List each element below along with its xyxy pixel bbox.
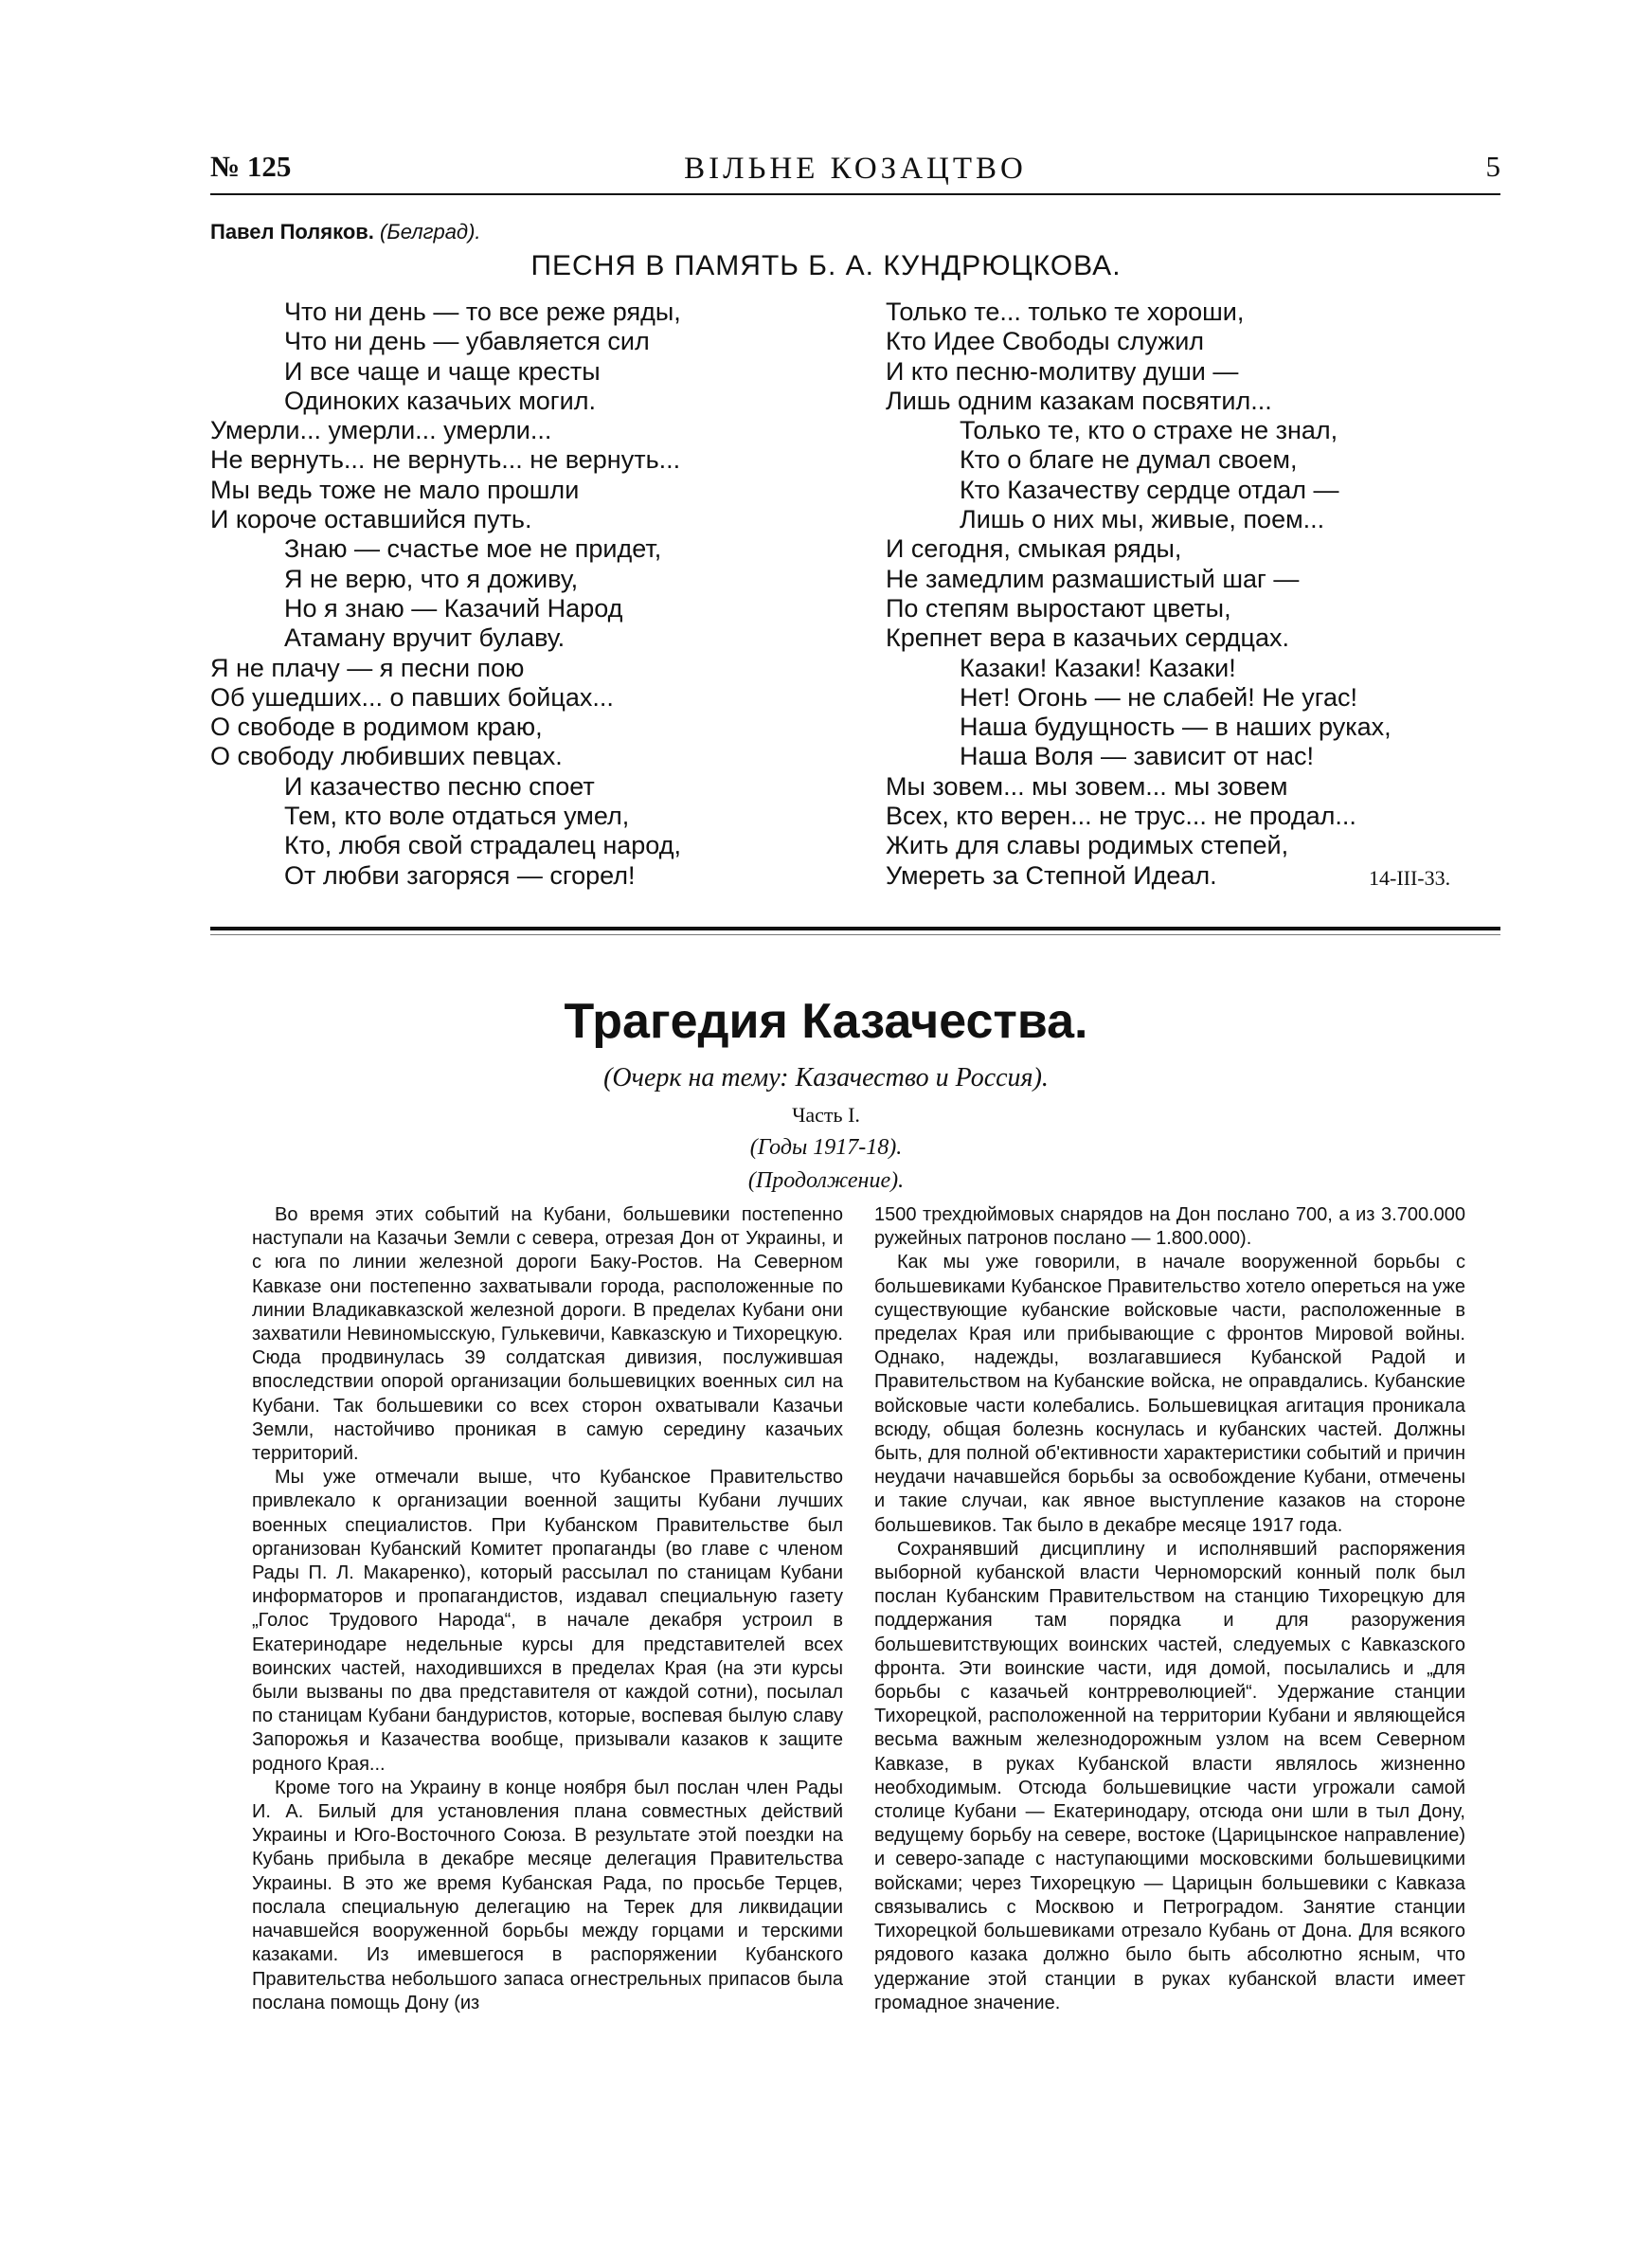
- poem-line: Лишь о них мы, живые, поем...: [960, 505, 1325, 534]
- poem-line: И сегодня, смыкая ряды,: [886, 534, 1182, 564]
- poem-line: Но я знаю — Казачий Народ: [284, 593, 623, 623]
- poem-line: И короче оставшийся путь.: [210, 505, 532, 534]
- poem-author: Павел Поляков.: [210, 220, 374, 244]
- poem-line: Умерли... умерли... умерли...: [210, 416, 552, 445]
- poem-line: Наша будущность — в наших руках,: [960, 713, 1392, 742]
- article-paragraph: 1500 трехдюймовых снарядов на Дон послано 700, а из 3.700.000 ружейных патронов послано — 1.800.000).: [874, 1204, 1465, 1250]
- article-continued: (Продолжение).: [747, 1168, 905, 1193]
- poem-line: Тем, кто воле отдаться умел,: [284, 802, 630, 831]
- poem-line: И все чаще и чаще кресты: [284, 356, 601, 386]
- article-subtitle: (Очерк на тему: Казачество и Россия).: [603, 1063, 1049, 1092]
- poem-line: Не вернуть... не вернуть... не вернуть...: [210, 445, 681, 475]
- article-part: Часть I.: [792, 1103, 860, 1127]
- poem-line: Крепнет вера в казачьих сердцах.: [886, 623, 1290, 653]
- article-left-column: [252, 1203, 843, 2015]
- article-years: (Годы 1917-18).: [749, 1135, 903, 1160]
- poem-line: Об ушедших... о павших бойцах...: [210, 682, 614, 712]
- poem-line: Жить для славы родимых степей,: [886, 831, 1289, 860]
- article-paragraph: Как мы уже говорили, в начале вооруженной борьбы с большевиками Кубанское Правительство хотело опереться на уже существующие кубанские войсковые части, расположенные в пределах Края или прибывающие с фронтов Мировой войны. Однако, надежды, возлагавшиеся Кубанской Радой и Правительством на Кубанские войска, не оправдались. Кубанские войсковые части колебались. Большевицкая агитация проникала всюду, общая болезнь коснулась и кубанских частей. Должны быть, для полной об'ективности характеристики событий и причин неудачи начавшейся борьбы за освобождение Кубани, отмечены и такие случаи, как явное выступление казаков на стороне большевиков. Так было в декабре месяце 1917 года.: [874, 1252, 1465, 1536]
- article-paragraph: Сохранявший дисциплину и исполнявший распоряжения выборной кубанской власти Черноморский конный полк был послан Кубанским Правительством на станцию Тихорецкую для поддержания там порядка и для разоружения большевитствующих воинских частей, следуемых с Кавказского фронта. Эти воинские части, идя домой, посылались и „для борьбы с казачьей контрреволюцией“. Удержание станции Тихорецкой, расположенной на территории Кубани и являющейся весьма важным железнодорожным узлом на всем Северном Кавказе, в руках Кубанской власти являлось жизненно необходимым. Отсюда большевицкие части угрожали самой столице Кубани — Екатеринодару, отсюда они шли в тыл Дону, ведущему борьбу на севере, востоке (Царицынское направление) и северо-западе с наступающими московскими большевицкими войсками; через Тихорецкую — Царицын большевики с Кавказа связывались с Москвою и Петроградом. Занятие станции Тихорецкой большевиками отрезало Кубань от Дона. Для всякого рядового казака должно было быть абсолютно ясным, что удержание этой станции в руках кубанской власти имеет громадное значение.: [874, 1538, 1465, 2013]
- poem-line: И кто песню-молитву души —: [886, 356, 1239, 386]
- poem-line: Кто Казачеству сердце отдал —: [960, 475, 1339, 504]
- poem-line: Одиноких казачьих могил.: [284, 386, 596, 415]
- article-paragraph: Мы уже отмечали выше, что Кубанское Правительство привлекало к организации военной защиты Кубани лучших военных специалистов. При Кубанском Правительстве был организован Кубанский Комитет пропаганды (во главе с членом Рады П. Л. Макаренко), который рассылал по станицам Кубани информаторов и пропагандистов, издавал специальную газету „Голос Трудового Народа“, в начале декабря устроил в Екатеринодаре недельные курсы для представителей всех воинских частей, находившихся в пределах Края (на эти курсы были вызваны по два представителя от каждой сотни), посылал по станицам Кубани бандуристов, которые, воспевая былую славу Запорожья и Казачества вообще, призывали казаков к защите родного Края...: [252, 1467, 843, 1775]
- poem-line: Кто Идее Свободы служил: [886, 327, 1205, 356]
- poem-line: Нет! Огонь — не слабей! Не угас!: [960, 682, 1357, 712]
- poem-line: Я не верю, что я доживу,: [284, 564, 579, 593]
- poem-author-line: [210, 220, 481, 244]
- poem-line: Атаману вручит булаву.: [284, 623, 566, 653]
- poem-line: Всех, кто верен... не трус... не продал...: [886, 802, 1356, 831]
- poem-line: О свободу любивших певцах.: [210, 742, 563, 771]
- poem-title: ПЕСНЯ В ПАМЯТЬ Б. А. КУНДРЮЦКОВА.: [530, 250, 1122, 281]
- poem-line: Я не плачу — я песни пою: [210, 653, 525, 682]
- poem-line: Лишь одним казакам посвятил...: [886, 386, 1272, 415]
- poem-line: Казаки! Казаки! Казаки!: [960, 653, 1236, 682]
- poem-right-column: [886, 298, 1392, 891]
- article-paragraph: Кроме того на Украину в конце ноября был послан член Рады И. А. Билый для установления плана совместных действий Украины и Юго-Восточного Союза. В результате этой поездки на Кубань прибыла в декабре месяце делегация Правительства Украины. В это же время Кубанская Рада, по просьбе Терцев, послала специальную делегацию на Терек для ликвидации начавшейся вооруженной борьбы между горцами и терскими казаками. Из имевшегося в распоряжении Кубанского Правительства небольшого запаса огнестрельных припасов была послана помощь Дону (из: [252, 1777, 843, 2013]
- poem-line: Наша Воля — зависит от нас!: [960, 742, 1314, 771]
- section-divider-thin: [210, 934, 1500, 935]
- poem-line: Знаю — счастье мое не придет,: [284, 534, 662, 564]
- poem-line: Умереть за Степной Идеал.: [886, 860, 1217, 890]
- poem-line: Мы зовем... мы зовем... мы зовем: [886, 771, 1288, 801]
- poem-place: (Белград).: [380, 220, 481, 244]
- poem-line: Только те... только те хороши,: [886, 298, 1245, 326]
- page-number: 5: [1485, 150, 1500, 183]
- issue-number: № 125: [210, 150, 292, 183]
- poem-line: От любви загоряся — сгорел!: [284, 860, 636, 890]
- article-title: Трагедия Казачества.: [564, 994, 1088, 1049]
- poem-line: Мы ведь тоже не мало прошли: [210, 475, 580, 504]
- poem-line: Что ни день — убавляется сил: [284, 327, 650, 356]
- poem-line: Кто о благе не думал своем,: [960, 445, 1298, 475]
- newspaper-title: ВІЛЬНЕ КОЗАЦТВО: [684, 152, 1027, 186]
- page-header: [210, 150, 1500, 195]
- poem-line: О свободе в родимом краю,: [210, 713, 543, 742]
- article-right-column: [874, 1203, 1465, 2015]
- section-divider: [210, 927, 1500, 930]
- poem-left-column: [210, 298, 681, 891]
- poem-line: По степям выростают цветы,: [886, 593, 1231, 623]
- poem-line: Не замедлим размашистый шаг —: [886, 564, 1300, 593]
- poem-line: Кто, любя свой страдалец народ,: [284, 831, 681, 860]
- poem-line: Что ни день — то все реже ряды,: [284, 298, 681, 326]
- article-paragraph: Во время этих событий на Кубани, большевики постепенно наступали на Казачьи Земли с севера, отрезая Дон от Украины, и с юга по линии железной дороги Баку-Ростов. На Северном Кавказе они постепенно захватывали города, расположенные по линии Владикавказской железной дороги. В пределах Кубани они захватили Невиномысскую, Гулькевичи, Кавказскую и Тихорецкую. Сюда продвинулась 39 солдатская дивизия, послужившая впоследствии опорой организации большевицких военных сил на Кубани. Так большевики со всех сторон охватывали Казачьи Земли, настойчиво проникая в самую середину казачьих территорий.: [252, 1204, 843, 1465]
- poem-line: И казачество песню споет: [284, 771, 595, 801]
- poem-date: 14-III-33.: [1369, 866, 1451, 890]
- poem-line: Только те, кто о страхе не знал,: [960, 416, 1338, 445]
